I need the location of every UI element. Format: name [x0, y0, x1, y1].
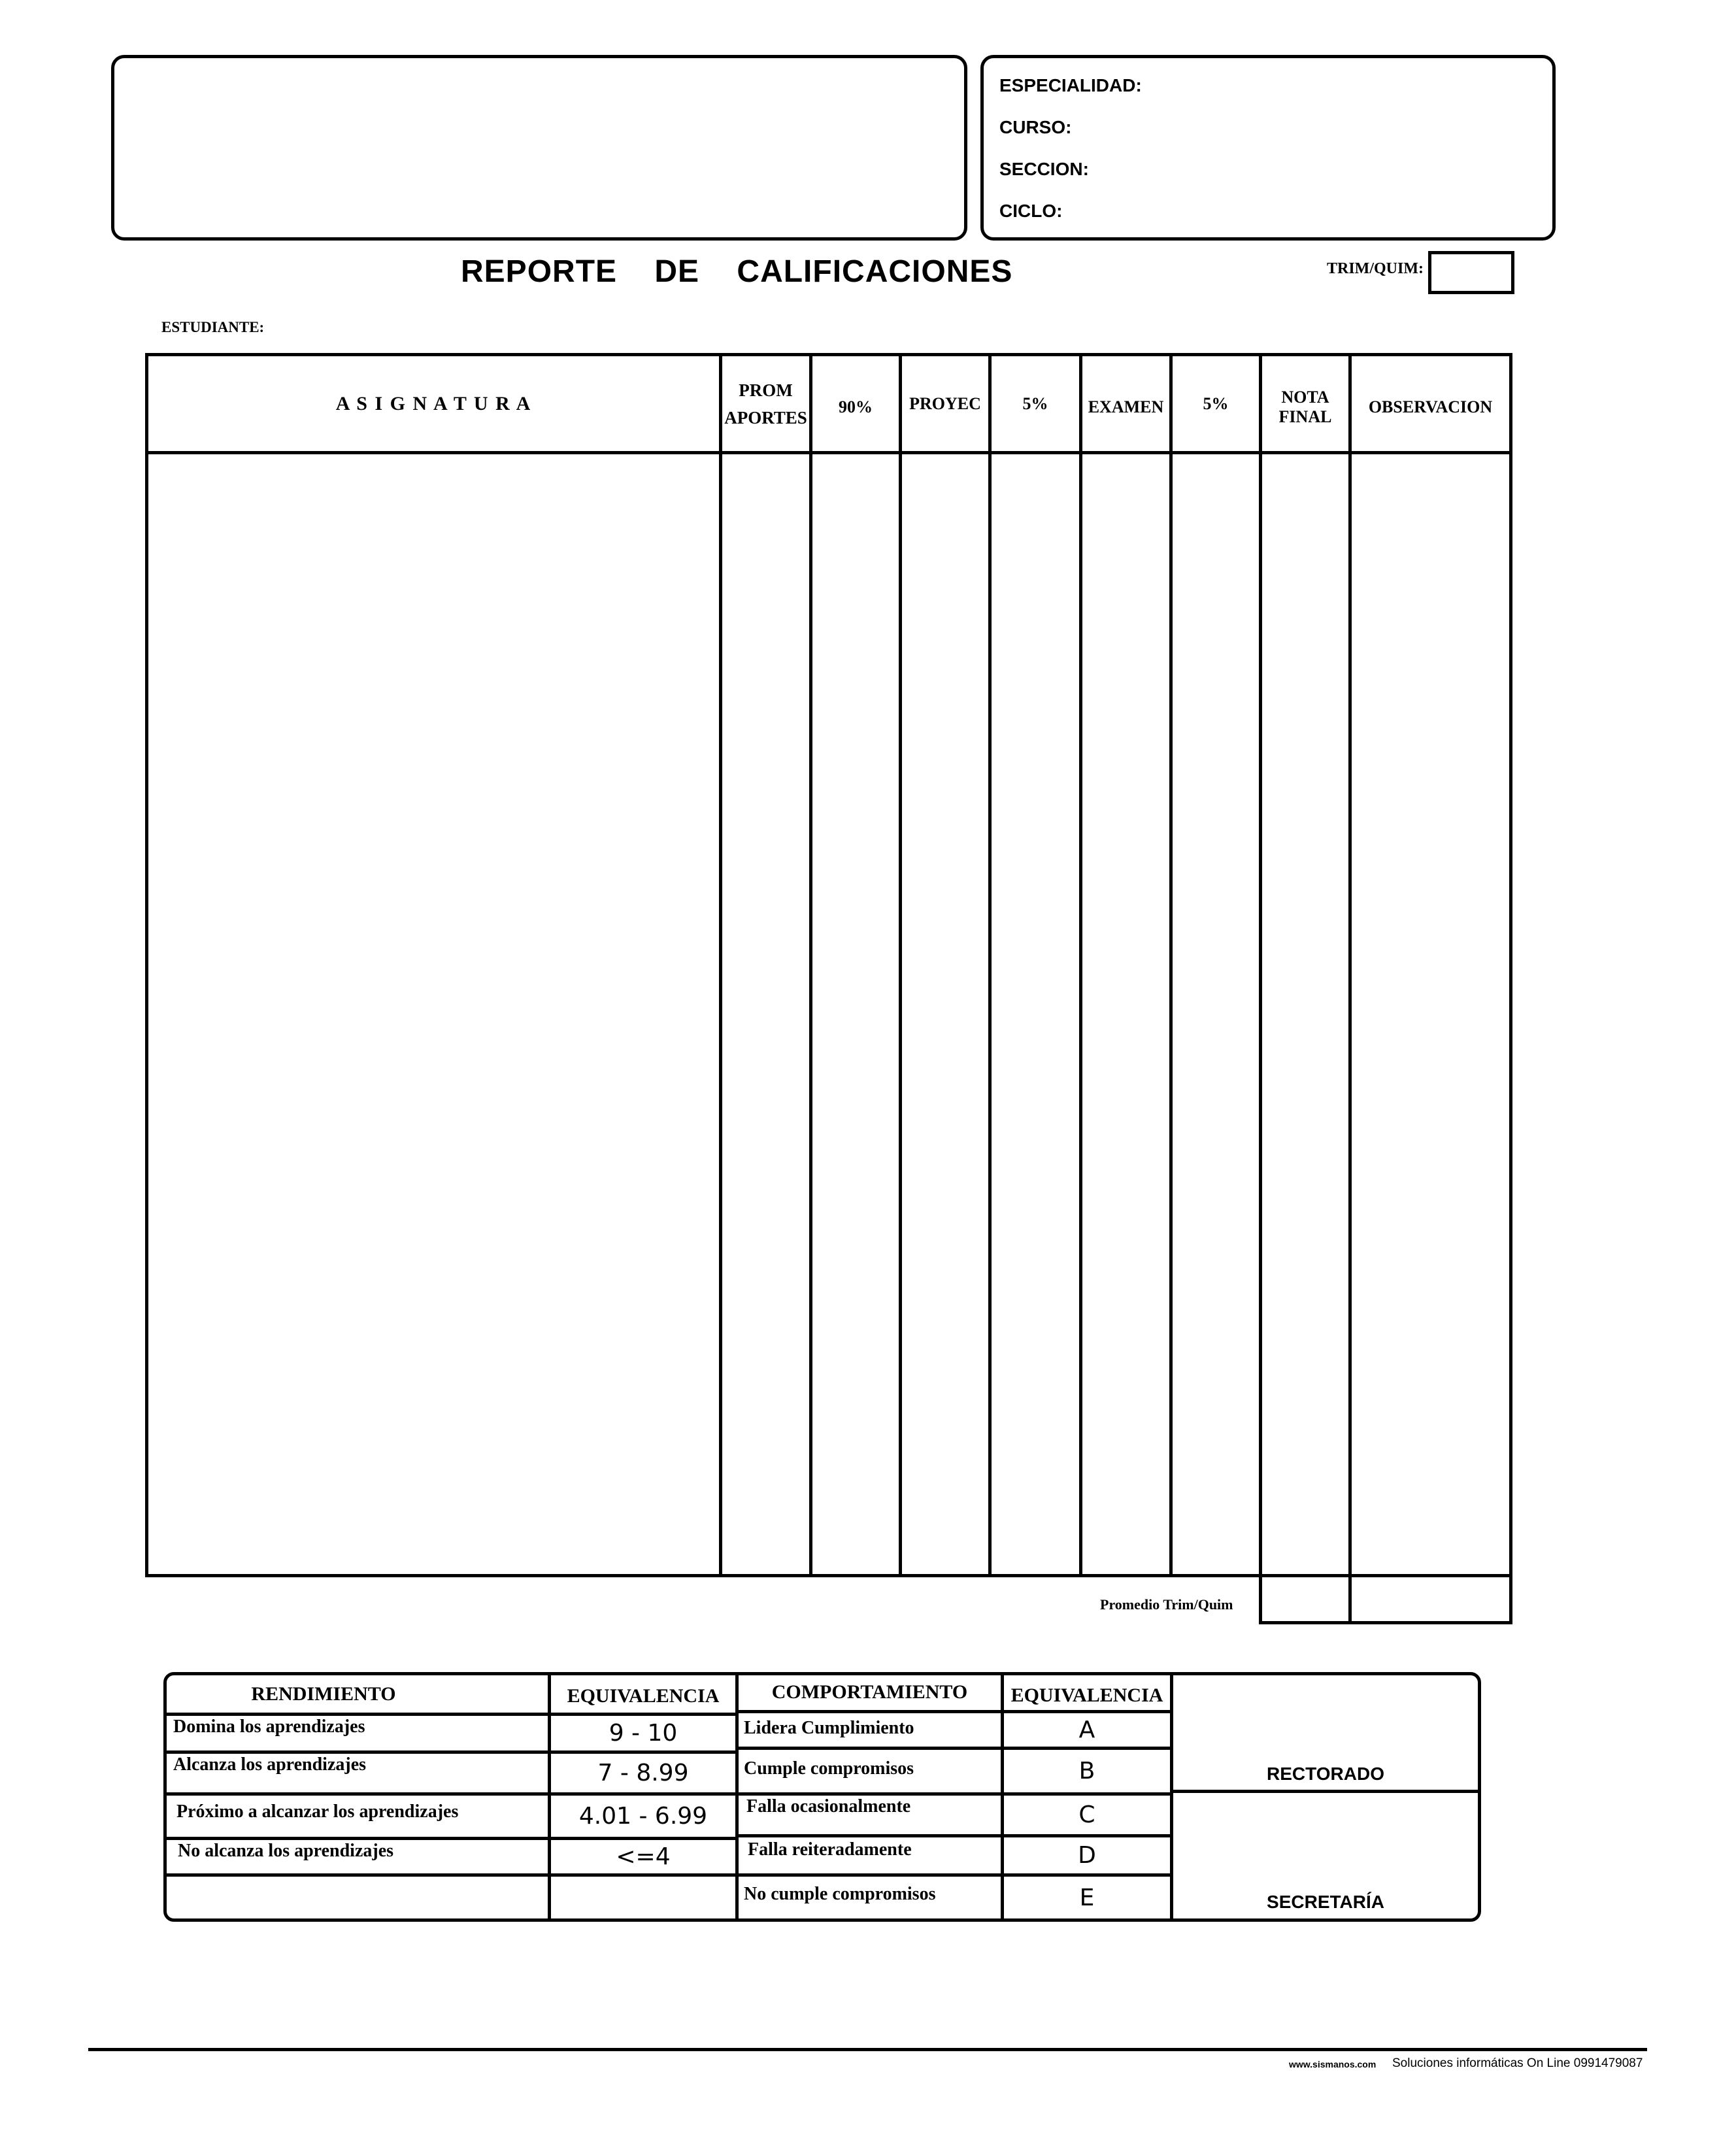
footer-divider: [88, 2048, 1647, 2051]
rendimiento-label-2: Alcanza los aprendizajes: [173, 1754, 367, 1775]
prom-line1: PROM: [739, 380, 793, 400]
curso-label: CURSO:: [999, 117, 1072, 137]
rendimiento-label-3: Próximo a alcanzar los aprendizajes: [176, 1801, 459, 1822]
col-header-prom-aportes: [722, 356, 809, 451]
comportamiento-value-b: B: [1078, 1758, 1095, 1784]
secretaria-label: SECRETARÍA: [1267, 1892, 1384, 1912]
col-header-proyec: PROYEC: [909, 394, 981, 413]
rectorado-label: RECTORADO: [1267, 1764, 1384, 1784]
comportamiento-label-3: Falla ocasionalmente: [746, 1796, 911, 1817]
ciclo-label: CICLO:: [999, 201, 1063, 221]
col-header-5pct-proyec: 5%: [1022, 394, 1048, 413]
rendimiento-label-4: No alcanza los aprendizajes: [178, 1841, 394, 1861]
rendimiento-value-2: 7 - 8.99: [597, 1760, 689, 1786]
prom-line2: APORTES: [724, 407, 807, 427]
col-header-examen: EXAMEN: [1088, 397, 1164, 416]
prom-aportes-cell[interactable]: [722, 454, 809, 1574]
promedio-observacion-field[interactable]: [1352, 1577, 1509, 1621]
pct5-proyec-cell[interactable]: [992, 454, 1079, 1574]
col-header-nota-final: [1262, 356, 1348, 458]
comportamiento-label-4: Falla reiteradamente: [748, 1839, 912, 1860]
promedio-nota-field[interactable]: [1262, 1577, 1348, 1621]
rendimiento-label-1: Domina los aprendizajes: [173, 1717, 365, 1737]
observacion-cell[interactable]: [1352, 454, 1509, 1574]
course-info-box: [980, 55, 1556, 241]
rendimiento-header: RENDIMIENTO: [251, 1683, 396, 1705]
footer-tagline: Soluciones informáticas On Line 0991479087: [1392, 2056, 1643, 2070]
col-header-90pct: 90%: [839, 397, 873, 416]
col-header-asignatura: A S I G N A T U R A: [335, 392, 532, 414]
comportamiento-header: COMPORTAMIENTO: [771, 1681, 968, 1703]
promedio-label: Promedio Trim/Quim: [1100, 1596, 1233, 1613]
nota-final-cell[interactable]: [1262, 454, 1348, 1574]
estudiante-label: ESTUDIANTE:: [161, 319, 265, 335]
trim-quim-label: TRIM/QUIM:: [1327, 260, 1424, 277]
especialidad-label: ESPECIALIDAD:: [999, 75, 1142, 95]
rendimiento-value-3: 4.01 - 6.99: [578, 1803, 708, 1830]
nota-line1: NOTA: [1281, 387, 1329, 407]
seccion-label: SECCION:: [999, 159, 1089, 179]
nota-line2: FINAL: [1278, 407, 1332, 426]
examen-cell[interactable]: [1082, 454, 1169, 1574]
asignatura-cell[interactable]: [148, 454, 719, 1574]
comportamiento-value-d: D: [1078, 1842, 1096, 1869]
rendimiento-value-1: 9 - 10: [609, 1720, 678, 1747]
page-title: REPORTE DE CALIFICACIONES: [461, 254, 1013, 289]
comportamiento-label-5: No cumple compromisos: [744, 1884, 936, 1904]
pct5-examen-cell[interactable]: [1173, 454, 1259, 1574]
trim-quim-field[interactable]: [1428, 251, 1514, 294]
comportamiento-value-a: A: [1078, 1717, 1095, 1743]
pct90-cell[interactable]: [812, 454, 899, 1574]
institution-box: [111, 55, 967, 241]
rendimiento-value-4: <=4: [616, 1843, 671, 1870]
proyec-cell[interactable]: [902, 454, 988, 1574]
equivalencia2-header: EQUIVALENCIA: [1010, 1684, 1163, 1706]
comportamiento-label-2: Cumple compromisos: [744, 1758, 914, 1779]
col-header-5pct-examen: 5%: [1203, 394, 1229, 413]
comportamiento-value-c: C: [1078, 1801, 1095, 1828]
footer-website-link[interactable]: www.sismanos.com: [1289, 2059, 1377, 2069]
col-header-observacion: OBSERVACION: [1368, 397, 1493, 416]
equivalencia-header: EQUIVALENCIA: [567, 1684, 720, 1707]
comportamiento-label-1: Lidera Cumplimiento: [744, 1718, 914, 1738]
comportamiento-value-e: E: [1079, 1884, 1095, 1911]
